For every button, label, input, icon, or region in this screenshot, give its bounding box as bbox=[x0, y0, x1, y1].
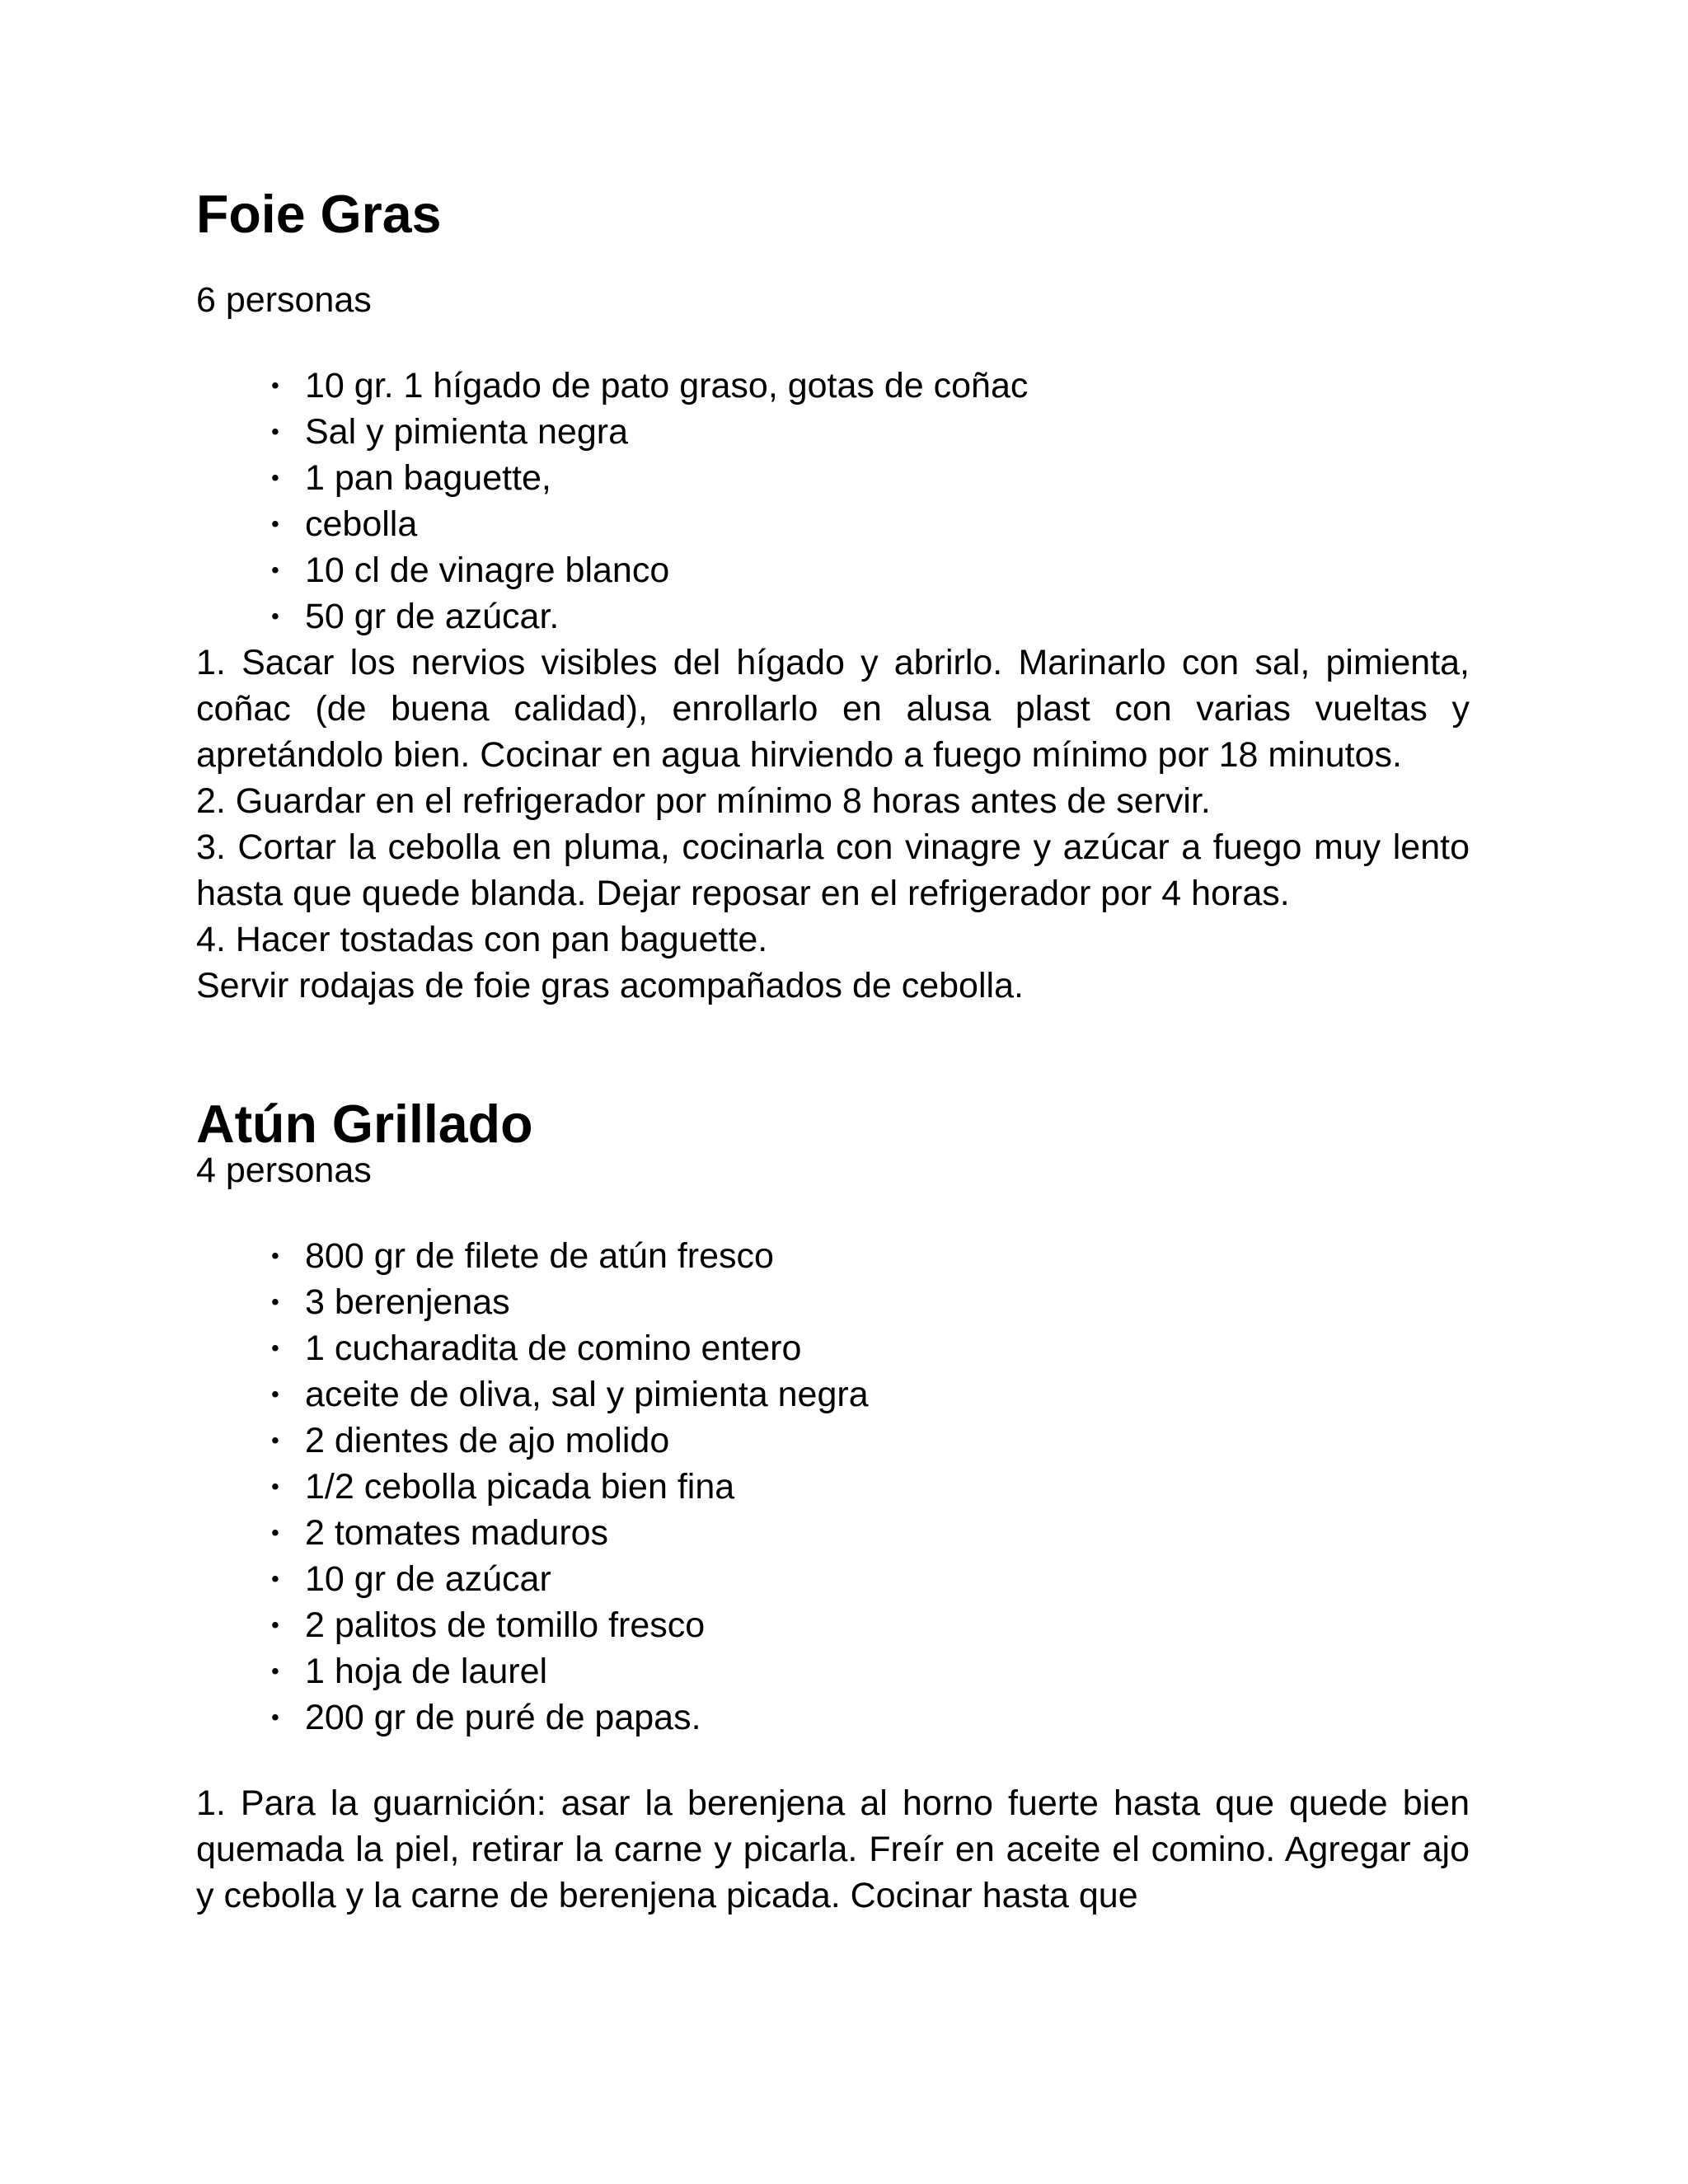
ingredient-list bbox=[196, 1233, 1470, 1741]
ingredient-item: • 2 palitos de tomillo fresco bbox=[305, 1602, 1470, 1648]
bullet-icon: • bbox=[271, 1335, 279, 1361]
ingredient-item: • 1 cucharadita de comino entero bbox=[305, 1325, 1470, 1371]
recipe-title: Atún Grillado bbox=[196, 1094, 533, 1154]
bullet-icon: • bbox=[271, 1474, 279, 1499]
bullet-icon: • bbox=[271, 1381, 279, 1407]
serving-note: Servir rodajas de foie gras acompañados de cebolla. bbox=[196, 966, 1024, 1005]
recipe-servings: 4 personas bbox=[196, 1151, 372, 1190]
bullet-icon: • bbox=[271, 373, 279, 398]
ingredient-item: • 10 cl de vinagre blanco bbox=[305, 547, 1470, 593]
step-text: 3. Cortar la cebolla en pluma, cocinarla con vinagre y azúcar a fuego muy lento hasta que quede blanda. Dejar reposar en el refrigerador por 4 horas. bbox=[196, 827, 1470, 913]
bullet-icon: • bbox=[271, 1520, 279, 1545]
bullet-icon: • bbox=[271, 1566, 279, 1591]
bullet-icon: • bbox=[271, 1658, 279, 1684]
step-text: 2. Guardar en el refrigerador por mínimo 8 horas antes de servir. bbox=[196, 781, 1211, 821]
bullet-icon: • bbox=[271, 1289, 279, 1315]
bullet-icon: • bbox=[271, 1612, 279, 1638]
step-text: 1. Sacar los nervios visibles del hígado y abrirlo. Marinarlo con sal, pimienta, coñac (de buena calidad), enrollarlo en alusa plast con varias vueltas y apretándolo bien. Cocinar en agua hirviendo a fuego mínimo por 18 minutos. bbox=[196, 643, 1470, 775]
bullet-icon: • bbox=[271, 603, 279, 629]
ingredient-item: • 10 gr. 1 hígado de pato graso, gotas de coñac bbox=[305, 363, 1470, 409]
recipe-atun-grillado bbox=[196, 1094, 1470, 1919]
step-list bbox=[196, 640, 1470, 1009]
bullet-icon: • bbox=[271, 465, 279, 490]
ingredient-item: • 50 gr de azúcar. bbox=[305, 593, 1470, 640]
bullet-icon: • bbox=[271, 1243, 279, 1268]
recipe-foie-gras bbox=[196, 185, 1470, 1009]
ingredient-item: • 800 gr de filete de atún fresco bbox=[305, 1233, 1470, 1279]
ingredient-item: • 1 pan baguette, bbox=[305, 455, 1470, 501]
ingredient-item: • 2 tomates maduros bbox=[305, 1510, 1470, 1556]
ingredient-item: • Sal y pimienta negra bbox=[305, 409, 1470, 455]
recipe-servings: 6 personas bbox=[196, 280, 372, 320]
step-list bbox=[196, 1780, 1470, 1919]
ingredient-item: • 1 hoja de laurel bbox=[305, 1648, 1470, 1694]
ingredient-item: • 200 gr de puré de papas. bbox=[305, 1694, 1470, 1741]
step-text: 1. Para la guarnición: asar la berenjena al horno fuerte hasta que quede bien quemada la piel, retirar la carne y picarla. Freír en aceite el comino. Agregar ajo y cebolla y la carne de berenjena picada. Cocinar hasta que bbox=[196, 1783, 1470, 1915]
document-content bbox=[196, 185, 1470, 1919]
ingredient-item: • aceite de oliva, sal y pimienta negra bbox=[305, 1371, 1470, 1418]
step-text: 4. Hacer tostadas con pan baguette. bbox=[196, 920, 768, 959]
recipe-title: Foie Gras bbox=[196, 185, 442, 244]
ingredient-list bbox=[196, 363, 1470, 640]
bullet-icon: • bbox=[271, 419, 279, 444]
ingredient-item: • 10 gr de azúcar bbox=[305, 1556, 1470, 1602]
bullet-icon: • bbox=[271, 1427, 279, 1453]
ingredient-item: • 2 dientes de ajo molido bbox=[305, 1418, 1470, 1464]
bullet-icon: • bbox=[271, 1704, 279, 1730]
bullet-icon: • bbox=[271, 511, 279, 537]
ingredient-item: • 1/2 cebolla picada bien fina bbox=[305, 1464, 1470, 1510]
bullet-icon: • bbox=[271, 557, 279, 583]
ingredient-item: • 3 berenjenas bbox=[305, 1279, 1470, 1325]
ingredient-item: • cebolla bbox=[305, 501, 1470, 547]
